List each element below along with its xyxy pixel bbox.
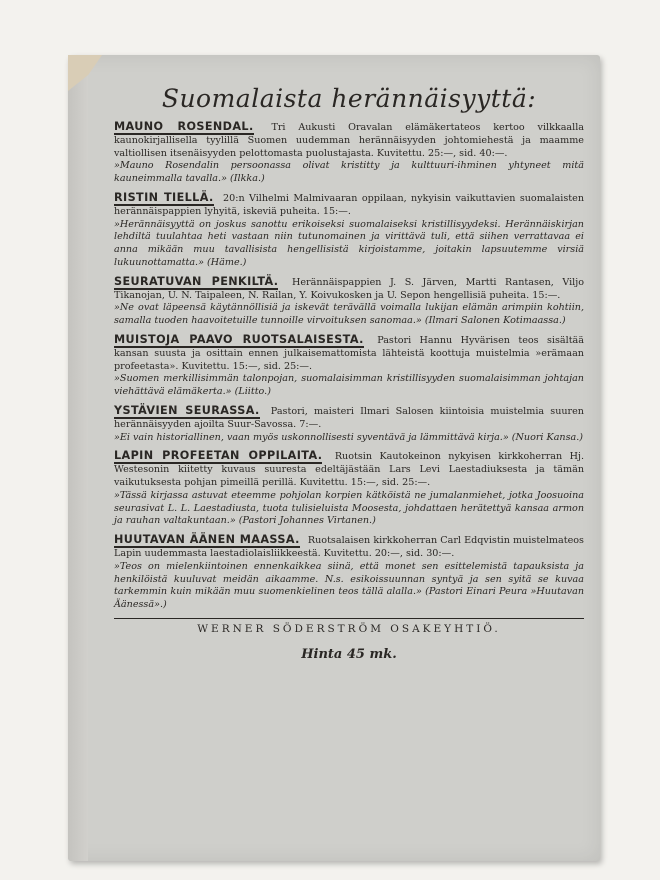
entry-heading: MAUNO ROSENDAL.: [114, 120, 254, 133]
entry-quote: »Mauno Rosendalin persoonassa olivat kristitty ja kulttuuri-ihminen yhtyneet mitä kauneimmalla tavalla.» (Ilkka.): [114, 160, 584, 185]
entry-body: Ruotsin Kautokeinon nykyisen kirkkoherran Hj. Westesonin kiitetty kuvaus suuresta edeltäjästään Lars Levi Laestadiuksesta ja tämän vaikutuksesta pohjan pimeillä perillä. Kuvitettu. 15:—, sid. 25:—.: [114, 451, 584, 488]
entry-body: Tri Aukusti Oravalan elämäkertateos kertoo vilkkaalla kaunokirjallisella tyylillä Suomen uudemman herännäisyyden johtomiehestä ja maamme valtiollisen itsenäisyyden pelottomasta puolustajasta. Kuvitettu. 25:—, sid. 40:—.: [114, 122, 584, 159]
entry-heading: SEURATUVAN PENKILTÄ.: [114, 274, 279, 288]
entry-heading: MUISTOJA PAAVO RUOTSALAISESTA.: [114, 332, 364, 346]
entry-mauno-rosendal: [114, 121, 584, 186]
publisher-name: WERNER SÖDERSTRÖM OSAKEYHTIÖ.: [114, 618, 584, 635]
entry-body: 20:n Vilhelmi Malmivaaran oppilaan, nykyisin vaikuttavien suomalaisten herännäispappien lyhyitä, iskeviä puheita. 15:—.: [114, 192, 585, 217]
cover-edge: [68, 55, 88, 861]
entry-heading: LAPIN PROFEETAN OPPILAITA.: [114, 449, 323, 463]
entry-quote: »Suomen merkillisimmän talonpojan, suomalaisimman kristillisyyden suomalaisimman johtajan viehättävä elämäkerta.» (Liitto.): [114, 373, 584, 398]
advert-text: [114, 84, 584, 662]
entry-quote: »Herännäisyyttä on joskus sanottu erikoiseksi suomalaiseksi kristillisyydeksi. Herännäiskirjan lehdiltä tuulahtaa heti vastaan niin tutunomainen ja virittävä tuli, että siihen verrattavaa ei anna mikään muu tavallisista hengellisistä kirjoistamme, joitakin lapsuutemme virsiä lukuunottamatta.» (Häme.): [114, 218, 584, 268]
entry-lapin-profeetan: [114, 450, 584, 528]
entry-body: Pastori Hannu Hyvärisen teos sisältää kansan suusta ja osittain ennen julkaisemattomista lähteistä koottuja muistelmia »erämaan profeetasta». Kuvitettu. 15:—, sid. 25:—.: [114, 334, 584, 372]
entry-quote: »Teos on mielenkiintoinen ennenkaikkea siinä, että monet sen esittelemistä tapauksista ja henkilöistä kuuluvat meidän aikaamme. N.s. esikoissuunnan syntyä ja sen syitä se kuvaa tarkemmin kuin mikään muu suomenkielinen teos tällä alalla.» (Pastori Einari Peura »Huutavan Äänessä».): [114, 560, 584, 611]
entry-heading: RISTIN TIELLÄ.: [114, 190, 214, 204]
entry-muistoja-paavo: [114, 334, 584, 399]
entry-seuratuvan-penkilta: [114, 276, 584, 328]
page-title: Suomalaista herännäisyyttä:: [161, 84, 537, 113]
entry-body: Ruotsalaisen kirkkoherran Carl Edqvistin muistelmateos Lapin uudemmasta laestadiolaisliikkeestä. Kuvitettu. 20:—, sid. 30:—.: [114, 535, 584, 559]
entry-ystavien-seurassa: [114, 405, 584, 444]
entry-quote: »Ne ovat läpeensä käytännöllisiä ja iskevät terävällä voimalla lukijan elämän arimpiin kohtiin, samalla tuoden haavoitetuille tunnoille virvoituksen sanomaa.» (Ilmari Salonen Kotimaassa.): [114, 302, 584, 327]
price-label: Hinta 45 mk.: [301, 646, 397, 662]
entry-huutavan-aanen: [114, 534, 584, 612]
entry-body: Herännäispappien J. S. Järven, Martti Rantasen, Viljo Tikanojan, U. N. Taipaleen, N. Railan, Y. Koivukosken ja U. Sepon hengellisiä puheita. 15:—.: [114, 276, 584, 301]
entry-ristin-tiella: [114, 192, 584, 270]
entry-quote: »Ei vain historiallinen, vaan myös uskonnollisesti syventävä ja lämmittävä kirja.» (Nuori Kansa.): [114, 431, 584, 443]
entry-heading: YSTÄVIEN SEURASSA.: [114, 403, 260, 417]
entry-quote: »Tässä kirjassa astuvat eteemme pohjolan korpien kätköistä ne jumalanmiehet, jotka Joosuoina seurasivat L. L. Laestadiusta, tuota tulisieluista Moosesta, johdattaen herätettyä kansaa armon ja rauhan valtakuntaan.» (Pastori Johannes Virtanen.): [114, 489, 584, 527]
entry-body: Pastori, maisteri Ilmari Salosen kiintoisia muistelmia suuren herännäisyyden ajoilta Suur-Savossa. 7:—.: [114, 405, 584, 430]
entry-heading: HUUTAVAN ÄÄNEN MAASSA.: [114, 533, 300, 547]
